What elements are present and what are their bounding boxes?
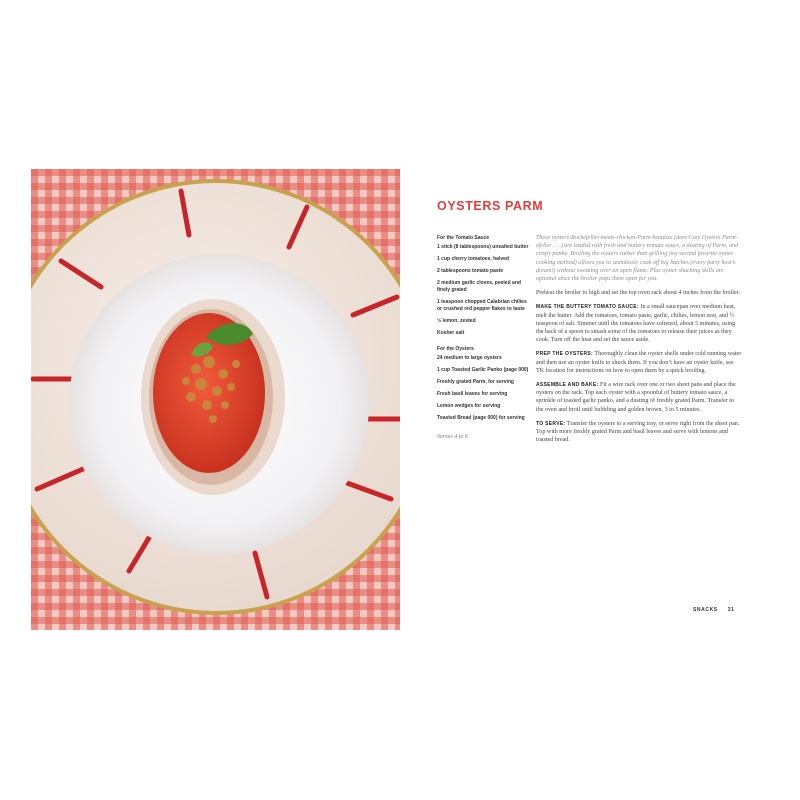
preheat-step: Preheat the broiler to high and set the top oven rack about 4 inches from the broiler.: [536, 290, 740, 297]
step-text: Fit a wire rack over one or two sheet pans and place the oysters on the rack. Top each oyster with a spoonful of buttery tomato sauce, a sprinkle of toasted garlic panko, and a dusting of freshly grated Parm. Transfer to the oven and broil until bubbling and golden brown, 3 to 5 minutes.: [536, 382, 736, 413]
ingredient-item: Lemon wedges for serving: [437, 403, 501, 409]
ingredient-group-oysters: [437, 346, 529, 422]
ingredient-item: ½ lemon, zested: [437, 318, 476, 324]
recipe-intro: These oysters-Rockefeller-meets-chicken-Parm beauties (dare I say Oysters Parm-efeller . . .) are loaded with fresh and buttery tomato sauce, a dusting of Parm, and crispy panko. Broiling the oysters rather than grilling (my second favorite oyster cooking method) allows you to seamlessly cook off big batches (every party host’s dream!) without sweating over an open flame. Plus oyster shucking skills are optional since the broiler pops them open for you.: [536, 235, 739, 283]
ingredient-item: 1 cup Toasted Garlic Panko (page 000): [437, 367, 529, 373]
method-step: [536, 381, 742, 414]
step-label: TO SERVE:: [536, 420, 566, 427]
ingredient-group-heading: For the Tomato Sauce: [437, 235, 490, 241]
ingredient-item: 1 stick (8 tablespoons) unsalted butter: [437, 244, 529, 250]
method-column: [536, 234, 742, 450]
step-text: Thoroughly clean the oyster shells under cold running water and then use an oyster knife to shuck them. If you don’t have an oyster knife, see TK location for instructions on how to open them by a quick broiling.: [536, 351, 742, 374]
ingredient-item: 2 medium garlic cloves, peeled and finely grated: [437, 280, 521, 293]
ingredient-group-heading: For the Oysters: [437, 346, 474, 352]
step-text: Transfer the oysters to a serving tray, or serve right from the sheet pan. Top with more freshly grated Parm and basil leaves and serve with lemons and toasted bread.: [536, 420, 740, 444]
section-name: SNACKS: [693, 607, 718, 613]
ingredient-item: 2 tablespoons tomato paste: [437, 268, 504, 274]
ingredient-item: Freshly grated Parm, for serving: [437, 379, 514, 385]
recipe-title: OYSTERS PARM: [437, 199, 544, 213]
method-step: [536, 350, 742, 375]
step-label: MAKE THE BUTTERY TOMATO SAUCE:: [536, 304, 639, 311]
method-step: [536, 420, 742, 445]
step-text: In a small saucepan over medium heat, melt the butter. Add the tomatoes, tomato paste, garlic, chilies, lemon zest, and ½ teaspoon of salt. Simmer until the tomatoes have softened, about 5 minutes, using the back of a spoon to smash some of the tomatoes to release their juices as they cook. Turn off the heat and set the sauce aside.: [536, 304, 736, 344]
step-label: ASSEMBLE AND BAKE:: [536, 382, 599, 389]
step-label: PREP THE OYSTERS:: [536, 351, 593, 358]
ingredient-item: Fresh basil leaves for serving: [437, 391, 508, 397]
page-footer: [693, 607, 734, 613]
ingredient-item: 1 cup cherry tomatoes, halved: [437, 256, 509, 262]
page-number: 31: [727, 607, 735, 613]
serves-note: Serves 4 to 6: [437, 434, 468, 440]
method-step: [536, 303, 742, 344]
ingredient-item: 1 teaspoon chopped Calabrian chilies or crushed red pepper flakes to taste: [437, 299, 527, 312]
ingredient-item: Toasted Bread (page 000) for serving: [437, 415, 525, 421]
recipe-photo: [31, 169, 400, 630]
ingredient-group-tomato-sauce: [437, 235, 529, 337]
ingredient-item: Kosher salt: [437, 330, 465, 336]
oyster-plate-image: [31, 169, 400, 630]
ingredient-item: 24 medium to large oysters: [437, 355, 502, 361]
ingredients-column: [437, 235, 529, 441]
